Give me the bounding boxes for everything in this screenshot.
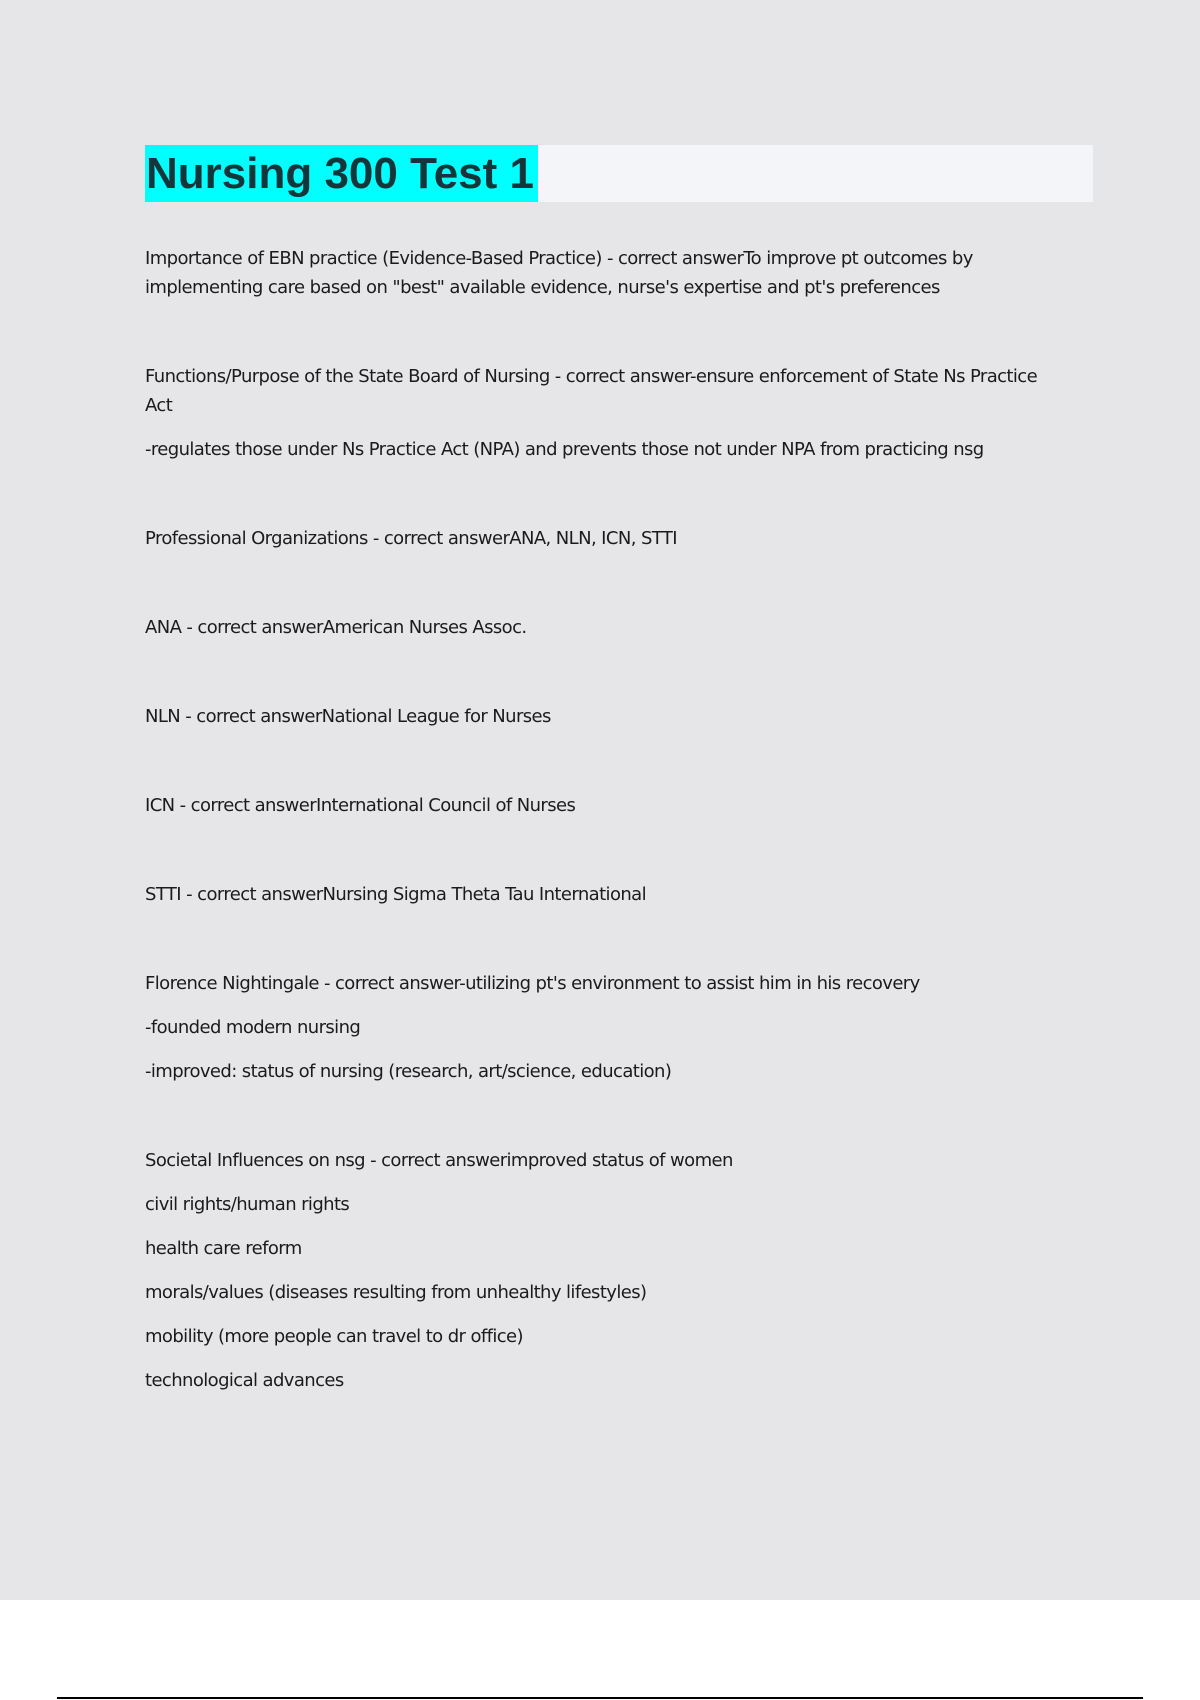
document-title: Nursing 300 Test 1 <box>146 149 534 198</box>
flashcard <box>145 244 1065 302</box>
flashcard-text: technological advances <box>145 1370 344 1391</box>
flashcard-text: NLN - correct answerNational League for Nurses <box>145 706 551 727</box>
flashcard-text: ANA - correct answerAmerican Nurses Assoc. <box>145 617 527 638</box>
flashcard-text: -improved: status of nursing (research, art/science, education) <box>145 1061 672 1082</box>
flashcard <box>145 1146 1065 1395</box>
flashcard-text: Functions/Purpose of the State Board of Nursing - correct answer-ensure enforcement of State Ns Practice Act <box>145 366 1038 416</box>
flashcard-list <box>145 244 1065 1455</box>
flashcard-text: mobility (more people can travel to dr office) <box>145 1326 523 1347</box>
flashcard-text: civil rights/human rights <box>145 1194 350 1215</box>
flashcard-text: -regulates those under Ns Practice Act (NPA) and prevents those not under NPA from practicing nsg <box>145 439 984 460</box>
footer-divider <box>57 1697 1143 1699</box>
flashcard <box>145 524 1065 553</box>
flashcard <box>145 613 1065 642</box>
flashcard <box>145 362 1065 464</box>
flashcard <box>145 969 1065 1086</box>
flashcard-text: morals/values (diseases resulting from unhealthy lifestyles) <box>145 1282 647 1303</box>
flashcard-text: Societal Influences on nsg - correct answerimproved status of women <box>145 1150 733 1171</box>
flashcard-text: -founded modern nursing <box>145 1017 361 1038</box>
flashcard <box>145 702 1065 731</box>
flashcard <box>145 880 1065 909</box>
flashcard-text: Florence Nightingale - correct answer-utilizing pt's environment to assist him in his recovery <box>145 973 920 994</box>
title-highlight <box>145 145 538 202</box>
flashcard-text: Importance of EBN practice (Evidence-Based Practice) - correct answerTo improve pt outcomes by implementing care based on "best" available evidence, nurse's expertise and pt's preferences <box>145 248 973 298</box>
flashcard-text: ICN - correct answerInternational Council of Nurses <box>145 795 576 816</box>
flashcard <box>145 791 1065 820</box>
flashcard-text: health care reform <box>145 1238 302 1259</box>
flashcard-text: STTI - correct answerNursing Sigma Theta Tau International <box>145 884 646 905</box>
flashcard-text: Professional Organizations - correct answerANA, NLN, ICN, STTI <box>145 528 677 549</box>
